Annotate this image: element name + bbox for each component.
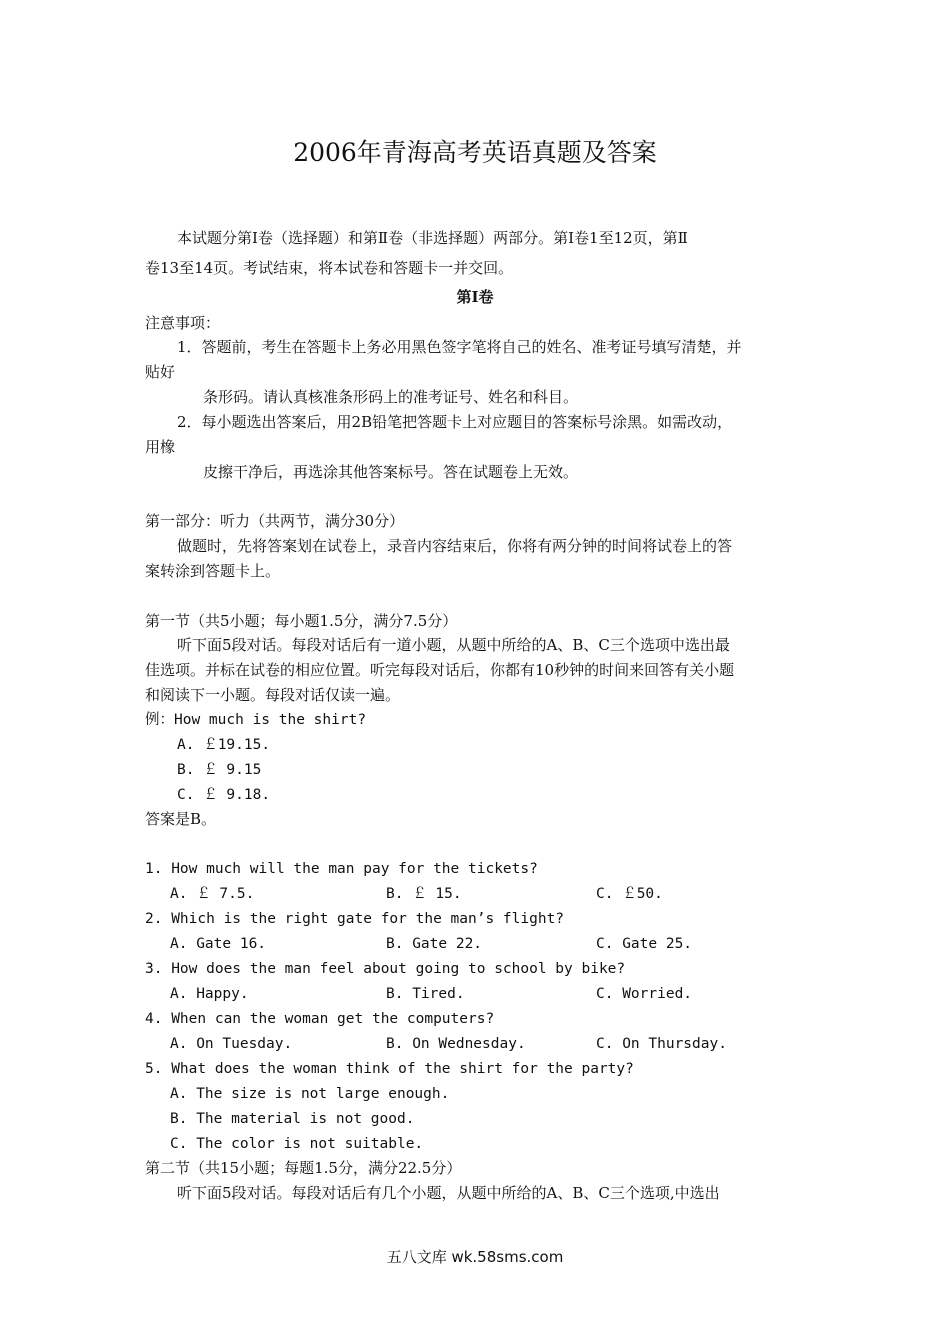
intro-line-1: 本试题分第Ⅰ卷（选择题）和第Ⅱ卷（非选择题）两部分。第Ⅰ卷1至12页，第Ⅱ — [177, 229, 688, 247]
question-1-option-a: A. ￡ 7.5. — [170, 886, 255, 902]
question-2-option-c: C. Gate 25. — [596, 936, 693, 952]
part1-heading: 第一部分：听力（共两节，满分30分） — [145, 512, 405, 530]
question-3-option-c: C. Worried. — [596, 986, 693, 1002]
notice-item-1: 1．答题前，考生在答题卡上务必用黑色签字笔将自己的姓名、准考证号填写清楚，并 — [177, 338, 742, 356]
example-question: 例：How much is the shirt? — [145, 712, 367, 728]
footer-watermark: 五八文库 wk.58sms.com — [386, 1248, 564, 1266]
question-2-option-a: A. Gate 16. — [170, 936, 267, 952]
example-option-a: A. ￡19.15. — [177, 737, 271, 753]
section2-desc-1: 听下面5段对话。每段对话后有几个小题，从题中所给的A、B、C三个选项,中选出 — [177, 1184, 720, 1202]
notice-item-2-cont: 用橡 — [145, 438, 176, 456]
question-4-option-b: B. On Wednesday. — [386, 1036, 526, 1052]
part1-desc-1: 做题时，先将答案划在试卷上，录音内容结束后，你将有两分钟的时间将试卷上的答 — [177, 537, 733, 555]
question-2-option-b: B. Gate 22. — [386, 936, 483, 952]
example-option-c: C. ￡ 9.18. — [177, 787, 271, 803]
question-1: 1. How much will the man pay for the tickets? — [145, 861, 538, 877]
notice-item-1-cont2: 条形码。请认真核准条形码上的准考证号、姓名和科目。 — [203, 388, 579, 406]
question-5: 5. What does the woman think of the shirt for the party? — [145, 1061, 634, 1077]
notice-item-1-cont: 贴好 — [145, 363, 176, 381]
question-1-option-c: C. ￡50. — [596, 886, 663, 902]
question-4-option-c: C. On Thursday. — [596, 1036, 727, 1052]
section1-heading: 第一节（共5小题；每小题1.5分，满分7.5分） — [145, 612, 458, 630]
question-3-option-b: B. Tired. — [386, 986, 465, 1002]
section2-heading: 第二节（共15小题；每题1.5分，满分22.5分） — [145, 1159, 462, 1177]
question-1-option-b: B. ￡ 15. — [386, 886, 462, 902]
intro-line-2: 卷13至14页。考试结束，将本试卷和答题卡一并交回。 — [145, 259, 514, 277]
volume-heading: 第Ⅰ卷 — [456, 288, 494, 306]
question-4: 4. When can the woman get the computers? — [145, 1011, 495, 1027]
section1-desc-1: 听下面5段对话。每段对话后有一道小题，从题中所给的A、B、C三个选项中选出最 — [177, 636, 730, 654]
page-title: 2006年青海高考英语真题及答案 — [293, 138, 657, 167]
question-5-option-c: C. The color is not suitable. — [170, 1136, 424, 1152]
notice-heading: 注意事项： — [145, 314, 221, 332]
notice-item-2-cont2: 皮擦干净后，再选涂其他答案标号。答在试题卷上无效。 — [203, 463, 579, 481]
example-answer: 答案是B。 — [145, 810, 217, 828]
example-option-b: B. ￡ 9.15 — [177, 762, 262, 778]
notice-item-2: 2．每小题选出答案后，用2B铅笔把答题卡上对应题目的答案标号涂黑。如需改动， — [177, 413, 733, 431]
question-2: 2. Which is the right gate for the man’s flight? — [145, 911, 565, 927]
question-4-option-a: A. On Tuesday. — [170, 1036, 293, 1052]
question-5-option-b: B. The material is not good. — [170, 1111, 415, 1127]
section1-desc-3: 和阅读下一小题。每段对话仅读一遍。 — [145, 686, 401, 704]
part1-desc-2: 案转涂到答题卡上。 — [145, 562, 281, 580]
question-3-option-a: A. Happy. — [170, 986, 249, 1002]
question-3: 3. How does the man feel about going to school by bike? — [145, 961, 626, 977]
question-5-option-a: A. The size is not large enough. — [170, 1086, 450, 1102]
section1-desc-2: 佳选项。并标在试卷的相应位置。听完每段对话后，你都有10秒钟的时间来回答有关小题 — [145, 661, 735, 679]
